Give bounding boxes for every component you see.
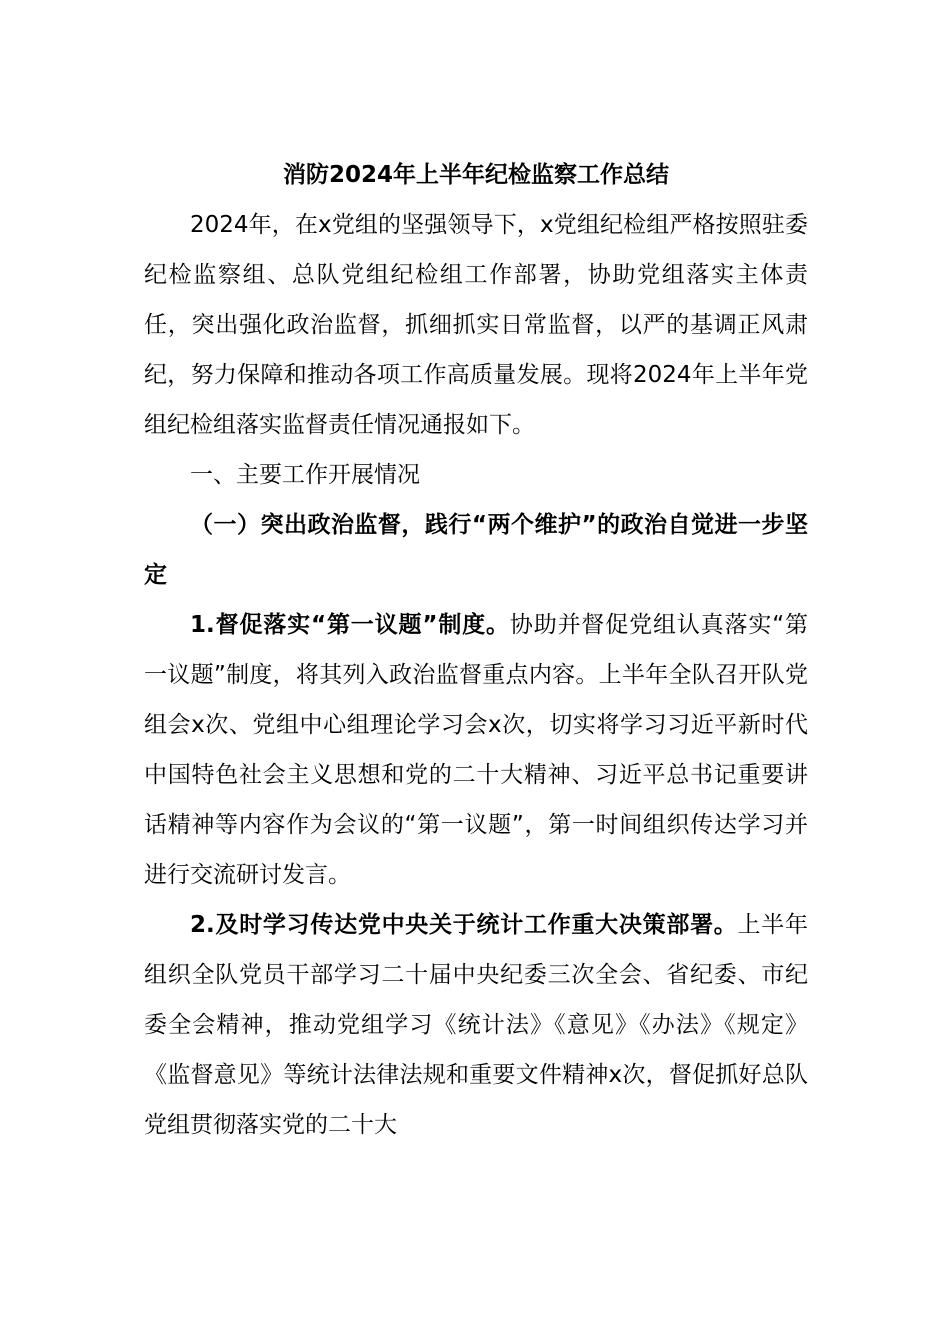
item-2-body: 上半年组织全队党员干部学习二十届中央纪委三次全会、省纪委、市纪委全会精神，推动党组学习《统计法》《意见》《办法》《规定》《监督意见》等统计法律法规和重要文件精神x次，督促抓好总队党组贯彻落实党的二十大: [144, 912, 808, 1138]
item-1-paragraph: [144, 600, 808, 900]
item-1-heading: 1.督促落实“第一议题”制度。: [190, 612, 510, 638]
item-1-body: 协助并督促党组认真落实“第一议题”制度，将其列入政治监督重点内容。上半年全队召开队党组会x次、党组中心组理论学习会x次，切实将学习习近平新时代中国特色社会主义思想和党的二十大精神、习近平总书记重要讲话精神等内容作为会议的“第一议题”，第一时间组织传达学习并进行交流研讨发言。: [144, 612, 808, 888]
document-page: [144, 150, 808, 1150]
item-2-paragraph: [144, 900, 808, 1150]
document-title: 消防2024年上半年纪检监察工作总结: [282, 162, 669, 188]
intro-paragraph: 2024年，在x党组的坚强领导下，x党组纪检组严格按照驻委纪检监察组、总队党组纪检组工作部署，协助党组落实主体责任，突出强化政治监督，抓细抓实日常监督，以严的基调正风肃纪，努力保障和推动各项工作高质量发展。现将2024年上半年党组纪检组落实监督责任情况通报如下。: [144, 212, 808, 438]
subsection-heading: （一）突出政治监督，践行“两个维护”的政治自觉进一步坚定: [144, 512, 808, 588]
section-heading: 一、主要工作开展情况: [190, 462, 420, 488]
item-2-heading: 2.及时学习传达党中央关于统计工作重大决策部署。: [190, 912, 738, 938]
